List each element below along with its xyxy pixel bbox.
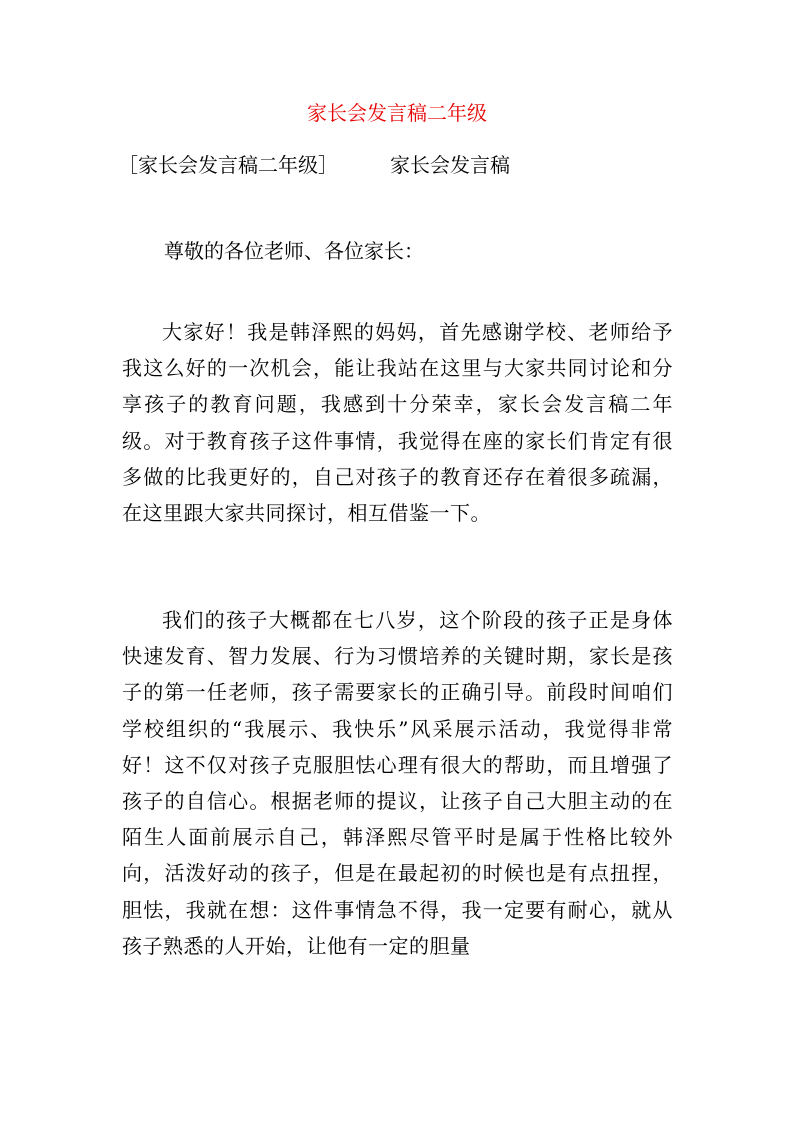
document-title: 家长会发言稿二年级 <box>307 101 487 125</box>
paragraph: 我们的孩子大概都在七八岁，这个阶段的孩子正是身体快速发育、智力发展、行为习惯培养的关键时期，家长是孩子的第一任老师，孩子需要家长的正确引导。前段时间咱们学校组织的“我展示、我快乐”风采展示活动，我觉得非常好！这不仅对孩子克服胆怯心理有很大的帮助，而且增强了孩子的自信心。根据老师的提议，让孩子自己大胆主动的在陌生人面前展示自己，韩泽熙尽管平时是属于性格比较外向，活泼好动的孩子，但是在最起初的时候也是有点扭捏，胆怯，我就在想：这件事情急不得，我一定要有耐心，就从孩子熟悉的人开始，让他有一定的胆量 <box>122 608 673 958</box>
subtitle-right: 家长会发言稿 <box>390 153 510 177</box>
subtitle-left: ［家长会发言稿二年级］ <box>118 153 338 177</box>
paragraph: 大家好！我是韩泽熙的妈妈，首先感谢学校、老师给予我这么好的一次机会，能让我站在这里与大家共同讨论和分享孩子的教育问题，我感到十分荣幸，家长会发言稿二年级。对于教育孩子这件事情，我觉得在座的家长们肯定有很多做的比我更好的，自己对孩子的教育还存在着很多疏漏，在这里跟大家共同探讨，相互借鉴一下。 <box>122 320 673 526</box>
subtitle-row <box>118 150 510 180</box>
salutation: 尊敬的各位老师、各位家长： <box>164 239 424 263</box>
